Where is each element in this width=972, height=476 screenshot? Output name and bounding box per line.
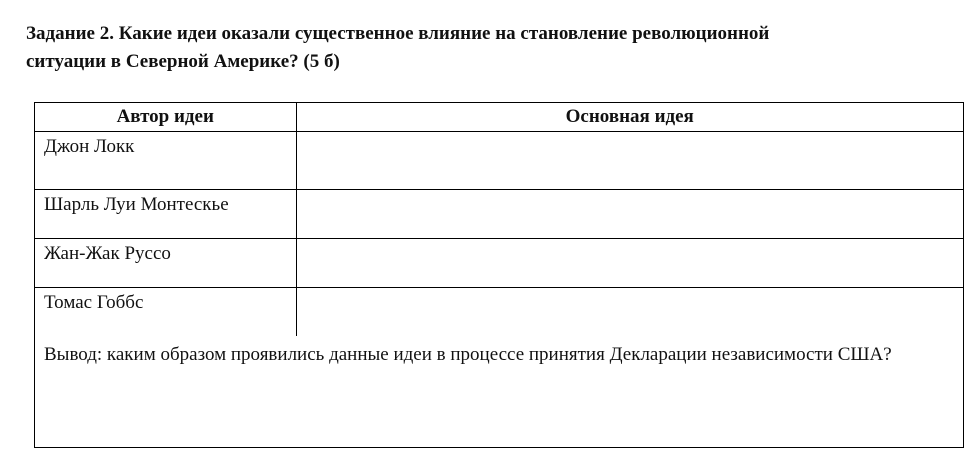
task-heading — [26, 20, 946, 76]
author-cell: Томас Гоббс — [35, 288, 296, 338]
idea-cell[interactable] — [296, 190, 963, 239]
author-cell: Жан-Жак Руссо — [35, 239, 296, 288]
column-header-idea: Основная идея — [296, 103, 963, 132]
conclusion-box[interactable] — [34, 336, 964, 448]
idea-cell[interactable] — [296, 288, 963, 338]
table-header-row — [35, 103, 963, 132]
column-header-author: Автор идеи — [35, 103, 296, 132]
table-row — [35, 132, 963, 190]
idea-cell[interactable] — [296, 132, 963, 190]
idea-cell[interactable] — [296, 239, 963, 288]
conclusion-question: Вывод: каким образом проявились данные идеи в процессе принятия Декларации независимости США? — [44, 344, 892, 365]
author-cell: Шарль Луи Монтескье — [35, 190, 296, 239]
table-row — [35, 190, 963, 239]
task-heading-line1: Задание 2. Какие идеи оказали существенное влияние на становление революционной — [26, 23, 770, 44]
author-cell: Джон Локк — [35, 132, 296, 190]
table-row — [35, 239, 963, 288]
table-row — [35, 288, 963, 338]
task-heading-line2: ситуации в Северной Америке? (5 б) — [26, 51, 340, 72]
